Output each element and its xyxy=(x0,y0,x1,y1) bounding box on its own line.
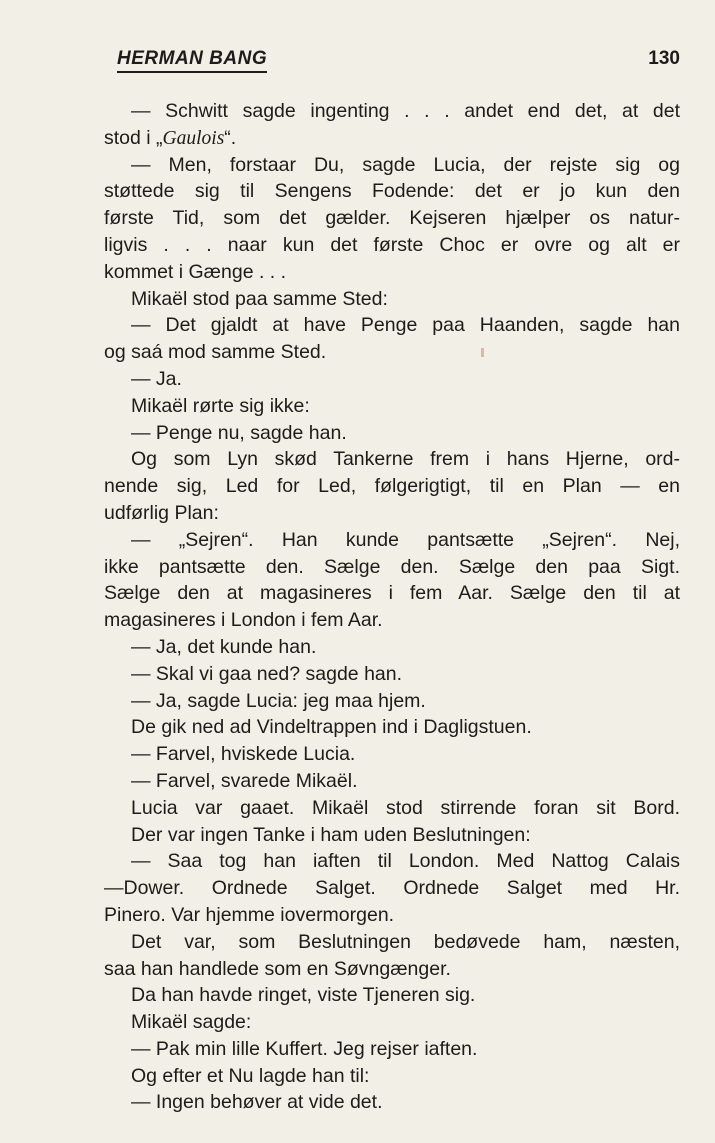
text-line: Mikaël sagde: xyxy=(131,1011,252,1034)
text-line: — Skal vi gaa ned? sagde han. xyxy=(131,662,403,685)
text-line: — Penge nu, sagde han. xyxy=(131,421,347,444)
text-line: Lucia var gaaet. Mikaël stod stirrende foran sit Bord. xyxy=(131,796,680,819)
text-line: nende sig, Led for Led, følgerigtigt, til en Plan — en xyxy=(104,475,680,498)
text-line: ligvis . . . naar kun det første Choc er ovre og alt er xyxy=(104,233,680,256)
text-line: — Farvel, hviskede Lucia. xyxy=(131,743,356,766)
text-line: og saá mod samme Sted. xyxy=(104,341,327,364)
text-line: Pinero. Var hjemme iovermorgen. xyxy=(104,903,395,926)
text-line: ikke pantsætte den. Sælge den. Sælge den paa Sigt. xyxy=(104,555,680,578)
text-line: — Ja. xyxy=(131,367,182,390)
text-line: Mikaël rørte sig ikke: xyxy=(131,394,310,417)
text-line: — Pak min lille Kuffert. Jeg rejser iaften. xyxy=(131,1037,478,1060)
text-line: saa han handlede som en Søvngænger. xyxy=(104,957,451,980)
text-line: stod i „Gaulois“. xyxy=(104,126,237,149)
text-line: — Schwitt sagde ingenting . . . andet end det, at det xyxy=(131,100,680,122)
text-line: kommet i Gænge . . . xyxy=(104,260,287,283)
text-line: — Ingen behøver at vide det. xyxy=(131,1091,383,1114)
text-line: udførlig Plan: xyxy=(104,501,219,524)
text-line: første Tid, som det gælder. Kejseren hjælper os natur- xyxy=(104,207,680,230)
text-line: — Saa tog han iaften til London. Med Nattog Calais xyxy=(131,850,680,873)
text-line: magasineres i London i fem Aar. xyxy=(104,609,383,632)
text-line: — „Sejren“. Han kunde pantsætte „Sejren“. Nej, xyxy=(131,528,680,551)
text-line: Sælge den at magasineres i fem Aar. Sælge den til at xyxy=(104,582,680,605)
text-line: Og som Lyn skød Tankerne frem i hans Hjerne, ord- xyxy=(131,448,680,471)
text-line: Da han havde ringet, viste Tjeneren sig. xyxy=(131,984,476,1007)
text-line: Mikaël stod paa samme Sted: xyxy=(131,287,388,310)
text-line: — Ja, sagde Lucia: jeg maa hjem. xyxy=(131,689,426,712)
text-line: — Ja, det kunde han. xyxy=(131,635,317,658)
text-line: — Farvel, svarede Mikaël. xyxy=(131,769,358,792)
text-line: støttede sig til Sengens Fodende: det er jo kun den xyxy=(104,180,680,203)
body-text xyxy=(104,98,680,1116)
text-line: — Det gjaldt at have Penge paa Haanden, sagde han xyxy=(131,314,680,337)
text-line: Der var ingen Tanke i ham uden Beslutningen: xyxy=(131,823,531,846)
text-line: Det var, som Beslutningen bedøvede ham, næsten, xyxy=(131,930,680,953)
running-head-author: HERMAN BANG xyxy=(117,48,267,73)
text-line: De gik ned ad Vindeltrappen ind i Dagligstuen. xyxy=(131,716,532,739)
text-line: Og efter et Nu lagde han til: xyxy=(131,1064,370,1087)
running-header xyxy=(117,48,680,74)
text-line: —Dower. Ordnede Salget. Ordnede Salget med Hr. xyxy=(104,877,680,900)
page-number: 130 xyxy=(648,48,680,69)
text-line: — Men, forstaar Du, sagde Lucia, der rejste sig og xyxy=(131,153,680,176)
